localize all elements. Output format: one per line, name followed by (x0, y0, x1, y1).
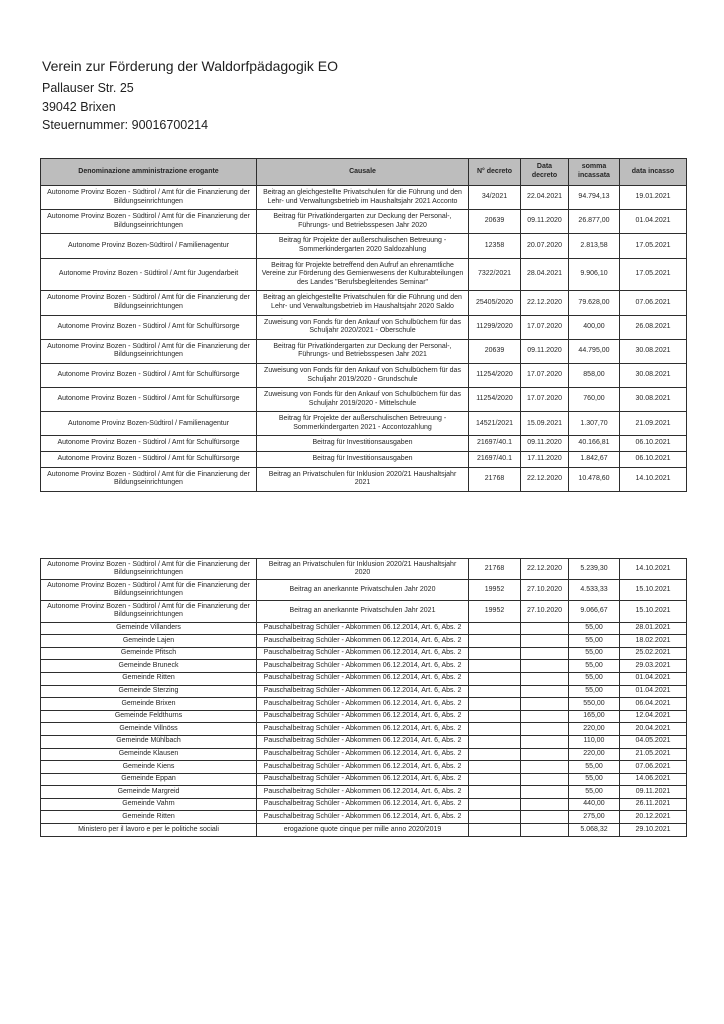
cell-denominazione: Autonome Provinz Bozen - Südtirol / Amt für die Finanzierung der Bildungseinrichtungen (41, 467, 257, 491)
cell-data-decreto: 17.07.2020 (521, 315, 569, 339)
cell-n-decreto (469, 761, 521, 774)
cell-causale: Pauschalbeitrag Schüler - Abkommen 06.12.2014, Art. 6, Abs. 2 (257, 811, 469, 824)
cell-data-decreto (521, 622, 569, 635)
cell-causale: Beitrag an gleichgestellte Privatschulen für die Führung und den Lehr- und Verwaltungsbetrieb im Haushaltsjahr 2020 Saldo (257, 291, 469, 315)
cell-data-incasso: 06.04.2021 (620, 698, 687, 711)
cell-somma-incassata: 400,00 (569, 315, 620, 339)
cell-n-decreto (469, 635, 521, 648)
table-header-row (41, 159, 687, 186)
cell-data-incasso: 21.09.2021 (620, 412, 687, 436)
table-row (41, 339, 687, 363)
cell-causale: Beitrag für Privatkindergarten zur Deckung der Personal-, Führungs- und Betriebsspesen Jahr 2020 (257, 210, 469, 234)
cell-data-incasso: 20.04.2021 (620, 723, 687, 736)
organization-name: Verein zur Förderung der Waldorfpädagogik EO (42, 58, 338, 74)
cell-data-decreto (521, 811, 569, 824)
cell-denominazione: Autonome Provinz Bozen - Südtirol / Amt für Schulfürsorge (41, 388, 257, 412)
table-row (41, 601, 687, 622)
cell-data-incasso: 30.08.2021 (620, 388, 687, 412)
cell-somma-incassata: 275,00 (569, 811, 620, 824)
cell-somma-incassata: 550,00 (569, 698, 620, 711)
cell-data-decreto (521, 786, 569, 799)
cell-causale: Beitrag für Investitionsausgaben (257, 452, 469, 468)
table-row (41, 660, 687, 673)
cell-somma-incassata: 40.166,81 (569, 436, 620, 452)
table-row (41, 580, 687, 601)
cell-data-decreto (521, 647, 569, 660)
cell-data-decreto (521, 660, 569, 673)
cell-n-decreto (469, 622, 521, 635)
cell-causale: Zuweisung von Fonds für den Ankauf von Schulbüchern für das Schuljahr 2019/2020 - Grundschule (257, 363, 469, 387)
cell-causale: Pauschalbeitrag Schüler - Abkommen 06.12.2014, Art. 6, Abs. 2 (257, 622, 469, 635)
cell-data-decreto: 27.10.2020 (521, 601, 569, 622)
cell-somma-incassata: 440,00 (569, 798, 620, 811)
cell-data-incasso: 06.10.2021 (620, 436, 687, 452)
column-header-somma-incassata: somma incassata (569, 159, 620, 186)
cell-somma-incassata: 55,00 (569, 786, 620, 799)
cell-data-decreto (521, 672, 569, 685)
cell-causale: Beitrag an gleichgestellte Privatschulen für die Führung und den Lehr- und Verwaltungsbetrieb im Haushaltsjahr 2021 Acconto (257, 186, 469, 210)
cell-data-incasso: 25.02.2021 (620, 647, 687, 660)
cell-n-decreto (469, 748, 521, 761)
table-row (41, 467, 687, 491)
cell-data-incasso: 26.11.2021 (620, 798, 687, 811)
cell-denominazione: Autonome Provinz Bozen - Südtirol / Amt für die Finanzierung der Bildungseinrichtungen (41, 339, 257, 363)
cell-causale: Pauschalbeitrag Schüler - Abkommen 06.12.2014, Art. 6, Abs. 2 (257, 710, 469, 723)
cell-data-decreto: 17.07.2020 (521, 388, 569, 412)
cell-data-decreto (521, 761, 569, 774)
cell-somma-incassata: 858,00 (569, 363, 620, 387)
cell-somma-incassata: 1.842,67 (569, 452, 620, 468)
cell-denominazione: Gemeinde Vahrn (41, 798, 257, 811)
cell-data-incasso: 07.06.2021 (620, 761, 687, 774)
table-row (41, 388, 687, 412)
cell-denominazione: Gemeinde Lajen (41, 635, 257, 648)
cell-causale: Beitrag für Investitionsausgaben (257, 436, 469, 452)
table-row (41, 786, 687, 799)
cell-data-incasso: 01.04.2021 (620, 210, 687, 234)
address-city: 39042 Brixen (42, 99, 116, 114)
cell-somma-incassata: 220,00 (569, 748, 620, 761)
cell-data-incasso: 15.10.2021 (620, 601, 687, 622)
cell-data-decreto (521, 735, 569, 748)
column-header-n-decreto: N° decreto (469, 159, 521, 186)
cell-somma-incassata: 220,00 (569, 723, 620, 736)
cell-n-decreto: 11254/2020 (469, 388, 521, 412)
table-row (41, 647, 687, 660)
cell-data-incasso: 01.04.2021 (620, 672, 687, 685)
cell-denominazione: Autonome Provinz Bozen - Südtirol / Amt für Schulfürsorge (41, 363, 257, 387)
cell-denominazione: Gemeinde Mühlbach (41, 735, 257, 748)
cell-causale: Pauschalbeitrag Schüler - Abkommen 06.12.2014, Art. 6, Abs. 2 (257, 660, 469, 673)
cell-causale: Beitrag für Projekte der außerschulischen Betreuung - Sommerkindergarten 2020 Saldozahlung (257, 234, 469, 258)
cell-n-decreto (469, 824, 521, 837)
cell-denominazione: Gemeinde Klausen (41, 748, 257, 761)
table-row (41, 559, 687, 580)
letterhead (42, 56, 338, 135)
table-row (41, 635, 687, 648)
cell-data-incasso: 19.01.2021 (620, 186, 687, 210)
cell-denominazione: Autonome Provinz Bozen - Südtirol / Amt für die Finanzierung der Bildungseinrichtungen (41, 580, 257, 601)
cell-denominazione: Autonome Provinz Bozen - Südtirol / Amt für die Finanzierung der Bildungseinrichtungen (41, 559, 257, 580)
cell-somma-incassata: 55,00 (569, 672, 620, 685)
cell-denominazione: Gemeinde Brixen (41, 698, 257, 711)
table-row (41, 436, 687, 452)
table-row (41, 315, 687, 339)
cell-causale: Beitrag an Privatschulen für Inklusion 2020/21 Haushaltsjahr 2021 (257, 467, 469, 491)
cell-denominazione: Autonome Provinz Bozen-Südtirol / Familienagentur (41, 412, 257, 436)
cell-causale: Pauschalbeitrag Schüler - Abkommen 06.12.2014, Art. 6, Abs. 2 (257, 748, 469, 761)
cell-causale: Beitrag an anerkannte Privatschulen Jahr 2021 (257, 601, 469, 622)
cell-somma-incassata: 55,00 (569, 647, 620, 660)
table-row (41, 824, 687, 837)
cell-data-decreto: 28.04.2021 (521, 258, 569, 291)
cell-somma-incassata: 760,00 (569, 388, 620, 412)
cell-denominazione: Ministero per il lavoro e per le politiche sociali (41, 824, 257, 837)
cell-denominazione: Autonome Provinz Bozen - Südtirol / Amt für Schulfürsorge (41, 436, 257, 452)
cell-data-incasso: 30.08.2021 (620, 363, 687, 387)
cell-causale: Pauschalbeitrag Schüler - Abkommen 06.12.2014, Art. 6, Abs. 2 (257, 647, 469, 660)
cell-somma-incassata: 55,00 (569, 622, 620, 635)
cell-data-incasso: 20.12.2021 (620, 811, 687, 824)
cell-n-decreto: 34/2021 (469, 186, 521, 210)
grants-table-page2 (40, 558, 687, 837)
cell-n-decreto (469, 798, 521, 811)
cell-causale: Beitrag an Privatschulen für Inklusion 2020/21 Haushaltsjahr 2020 (257, 559, 469, 580)
cell-somma-incassata: 5.239,30 (569, 559, 620, 580)
cell-somma-incassata: 2.813,58 (569, 234, 620, 258)
cell-somma-incassata: 55,00 (569, 761, 620, 774)
cell-n-decreto (469, 723, 521, 736)
cell-somma-incassata: 94.794,13 (569, 186, 620, 210)
cell-denominazione: Gemeinde Villnöss (41, 723, 257, 736)
cell-causale: Pauschalbeitrag Schüler - Abkommen 06.12.2014, Art. 6, Abs. 2 (257, 761, 469, 774)
cell-data-incasso: 29.03.2021 (620, 660, 687, 673)
cell-data-incasso: 14.10.2021 (620, 559, 687, 580)
cell-data-incasso: 04.05.2021 (620, 735, 687, 748)
cell-somma-incassata: 10.478,60 (569, 467, 620, 491)
table-row (41, 452, 687, 468)
cell-n-decreto (469, 660, 521, 673)
table-row (41, 234, 687, 258)
cell-causale: erogazione quote cinque per mille anno 2020/2019 (257, 824, 469, 837)
cell-denominazione: Autonome Provinz Bozen - Südtirol / Amt für Schulfürsorge (41, 452, 257, 468)
column-header-denominazione: Denominazione amministrazione erogante (41, 159, 257, 186)
table-row (41, 710, 687, 723)
cell-n-decreto (469, 710, 521, 723)
table-row (41, 723, 687, 736)
cell-n-decreto: 11254/2020 (469, 363, 521, 387)
table-row (41, 210, 687, 234)
cell-n-decreto (469, 685, 521, 698)
cell-causale: Zuweisung von Fonds für den Ankauf von Schulbüchern für das Schuljahr 2020/2021 - Oberschule (257, 315, 469, 339)
cell-data-decreto: 17.07.2020 (521, 363, 569, 387)
cell-n-decreto: 14521/2021 (469, 412, 521, 436)
address-street: Pallauser Str. 25 (42, 81, 134, 95)
cell-somma-incassata: 79.628,00 (569, 291, 620, 315)
cell-causale: Beitrag für Projekte der außerschulischen Betreuung - Sommerkindergarten 2021 - Accontozahlung (257, 412, 469, 436)
cell-n-decreto: 25405/2020 (469, 291, 521, 315)
cell-data-decreto (521, 824, 569, 837)
cell-denominazione: Autonome Provinz Bozen - Südtirol / Amt für die Finanzierung der Bildungseinrichtungen (41, 186, 257, 210)
cell-n-decreto: 20639 (469, 339, 521, 363)
cell-causale: Pauschalbeitrag Schüler - Abkommen 06.12.2014, Art. 6, Abs. 2 (257, 723, 469, 736)
cell-n-decreto: 7322/2021 (469, 258, 521, 291)
cell-somma-incassata: 9.906,10 (569, 258, 620, 291)
table-row (41, 685, 687, 698)
cell-data-decreto: 09.11.2020 (521, 339, 569, 363)
cell-data-incasso: 17.05.2021 (620, 258, 687, 291)
cell-n-decreto: 12358 (469, 234, 521, 258)
cell-somma-incassata: 55,00 (569, 635, 620, 648)
tax-number: Steuernummer: 90016700214 (42, 118, 209, 132)
table-row (41, 363, 687, 387)
cell-data-decreto: 22.12.2020 (521, 291, 569, 315)
cell-somma-incassata: 110,00 (569, 735, 620, 748)
cell-n-decreto (469, 773, 521, 786)
cell-n-decreto (469, 735, 521, 748)
table-header (41, 159, 687, 186)
cell-causale: Pauschalbeitrag Schüler - Abkommen 06.12.2014, Art. 6, Abs. 2 (257, 698, 469, 711)
cell-somma-incassata: 55,00 (569, 773, 620, 786)
table-row (41, 748, 687, 761)
table-body-page1 (41, 186, 687, 492)
cell-causale: Beitrag an anerkannte Privatschulen Jahr 2020 (257, 580, 469, 601)
cell-data-incasso: 15.10.2021 (620, 580, 687, 601)
cell-n-decreto (469, 698, 521, 711)
cell-data-incasso: 28.01.2021 (620, 622, 687, 635)
cell-denominazione: Autonome Provinz Bozen-Südtirol / Familienagentur (41, 234, 257, 258)
cell-data-incasso: 09.11.2021 (620, 786, 687, 799)
cell-n-decreto: 21697/40.1 (469, 436, 521, 452)
cell-causale: Pauschalbeitrag Schüler - Abkommen 06.12.2014, Art. 6, Abs. 2 (257, 672, 469, 685)
cell-causale: Zuweisung von Fonds für den Ankauf von Schulbüchern für das Schuljahr 2019/2020 - Mittelschule (257, 388, 469, 412)
cell-causale: Beitrag für Projekte betreffend den Aufruf an ehrenamtliche Vereine zur Förderung des Gemienwesens der Kulturabteilungen des Landes "Berufsbegleitendes Seminar" (257, 258, 469, 291)
cell-denominazione: Autonome Provinz Bozen - Südtirol / Amt für Jugendarbeit (41, 258, 257, 291)
cell-somma-incassata: 1.307,70 (569, 412, 620, 436)
cell-data-decreto: 09.11.2020 (521, 210, 569, 234)
cell-data-incasso: 07.06.2021 (620, 291, 687, 315)
table-row (41, 412, 687, 436)
cell-data-decreto (521, 798, 569, 811)
table-row (41, 773, 687, 786)
cell-data-decreto (521, 710, 569, 723)
cell-causale: Pauschalbeitrag Schüler - Abkommen 06.12.2014, Art. 6, Abs. 2 (257, 786, 469, 799)
table-body-page2 (41, 559, 687, 837)
cell-n-decreto: 19952 (469, 601, 521, 622)
cell-data-incasso: 14.10.2021 (620, 467, 687, 491)
cell-denominazione: Autonome Provinz Bozen - Südtirol / Amt für Schulfürsorge (41, 315, 257, 339)
cell-denominazione: Gemeinde Eppan (41, 773, 257, 786)
cell-denominazione: Gemeinde Sterzing (41, 685, 257, 698)
cell-somma-incassata: 26.877,00 (569, 210, 620, 234)
cell-data-incasso: 01.04.2021 (620, 685, 687, 698)
cell-n-decreto: 21768 (469, 467, 521, 491)
cell-data-decreto (521, 635, 569, 648)
cell-n-decreto: 21768 (469, 559, 521, 580)
cell-data-decreto (521, 773, 569, 786)
cell-denominazione: Gemeinde Pfitsch (41, 647, 257, 660)
cell-somma-incassata: 44.795,00 (569, 339, 620, 363)
cell-data-decreto (521, 698, 569, 711)
cell-causale: Pauschalbeitrag Schüler - Abkommen 06.12.2014, Art. 6, Abs. 2 (257, 635, 469, 648)
cell-data-incasso: 18.02.2021 (620, 635, 687, 648)
cell-causale: Pauschalbeitrag Schüler - Abkommen 06.12.2014, Art. 6, Abs. 2 (257, 735, 469, 748)
cell-somma-incassata: 4.533,33 (569, 580, 620, 601)
cell-data-incasso: 21.05.2021 (620, 748, 687, 761)
cell-data-decreto: 17.11.2020 (521, 452, 569, 468)
cell-data-incasso: 14.06.2021 (620, 773, 687, 786)
cell-denominazione: Autonome Provinz Bozen - Südtirol / Amt für die Finanzierung der Bildungseinrichtungen (41, 601, 257, 622)
cell-denominazione: Autonome Provinz Bozen - Südtirol / Amt für die Finanzierung der Bildungseinrichtungen (41, 210, 257, 234)
cell-denominazione: Autonome Provinz Bozen - Südtirol / Amt für die Finanzierung der Bildungseinrichtungen (41, 291, 257, 315)
cell-denominazione: Gemeinde Ritten (41, 811, 257, 824)
cell-data-incasso: 17.05.2021 (620, 234, 687, 258)
cell-data-decreto (521, 748, 569, 761)
cell-n-decreto: 19952 (469, 580, 521, 601)
cell-n-decreto: 11299/2020 (469, 315, 521, 339)
cell-denominazione: Gemeinde Kiens (41, 761, 257, 774)
table-row (41, 258, 687, 291)
cell-n-decreto (469, 672, 521, 685)
cell-data-decreto (521, 723, 569, 736)
cell-data-decreto: 09.11.2020 (521, 436, 569, 452)
cell-n-decreto: 21697/40.1 (469, 452, 521, 468)
table-row (41, 672, 687, 685)
table-row (41, 735, 687, 748)
cell-data-incasso: 30.08.2021 (620, 339, 687, 363)
cell-somma-incassata: 55,00 (569, 685, 620, 698)
cell-data-decreto: 22.12.2020 (521, 467, 569, 491)
cell-somma-incassata: 55,00 (569, 660, 620, 673)
table-row (41, 622, 687, 635)
cell-data-decreto: 22.12.2020 (521, 559, 569, 580)
table-row (41, 291, 687, 315)
cell-n-decreto (469, 811, 521, 824)
cell-denominazione: Gemeinde Feldthurns (41, 710, 257, 723)
cell-data-incasso: 12.04.2021 (620, 710, 687, 723)
column-header-data-incasso: data incasso (620, 159, 687, 186)
column-header-data-decreto: Data decreto (521, 159, 569, 186)
column-header-causale: Causale (257, 159, 469, 186)
cell-data-decreto: 27.10.2020 (521, 580, 569, 601)
cell-causale: Pauschalbeitrag Schüler - Abkommen 06.12.2014, Art. 6, Abs. 2 (257, 773, 469, 786)
cell-data-decreto: 22.04.2021 (521, 186, 569, 210)
cell-data-decreto (521, 685, 569, 698)
cell-data-incasso: 06.10.2021 (620, 452, 687, 468)
table-row (41, 186, 687, 210)
cell-n-decreto: 20639 (469, 210, 521, 234)
table-row (41, 698, 687, 711)
table-row (41, 811, 687, 824)
cell-data-decreto: 15.09.2021 (521, 412, 569, 436)
cell-causale: Pauschalbeitrag Schüler - Abkommen 06.12.2014, Art. 6, Abs. 2 (257, 685, 469, 698)
cell-n-decreto (469, 647, 521, 660)
cell-denominazione: Gemeinde Bruneck (41, 660, 257, 673)
table-row (41, 761, 687, 774)
table-row (41, 798, 687, 811)
cell-denominazione: Gemeinde Margreid (41, 786, 257, 799)
grants-table-page1 (40, 158, 687, 492)
cell-somma-incassata: 165,00 (569, 710, 620, 723)
cell-somma-incassata: 9.066,67 (569, 601, 620, 622)
cell-n-decreto (469, 786, 521, 799)
cell-data-decreto: 20.07.2020 (521, 234, 569, 258)
cell-denominazione: Gemeinde Villanders (41, 622, 257, 635)
cell-somma-incassata: 5.068,32 (569, 824, 620, 837)
cell-causale: Beitrag für Privatkindergarten zur Deckung der Personal-, Führungs- und Betriebsspesen Jahr 2021 (257, 339, 469, 363)
cell-causale: Pauschalbeitrag Schüler - Abkommen 06.12.2014, Art. 6, Abs. 2 (257, 798, 469, 811)
cell-denominazione: Gemeinde Ritten (41, 672, 257, 685)
cell-data-incasso: 29.10.2021 (620, 824, 687, 837)
cell-data-incasso: 26.08.2021 (620, 315, 687, 339)
